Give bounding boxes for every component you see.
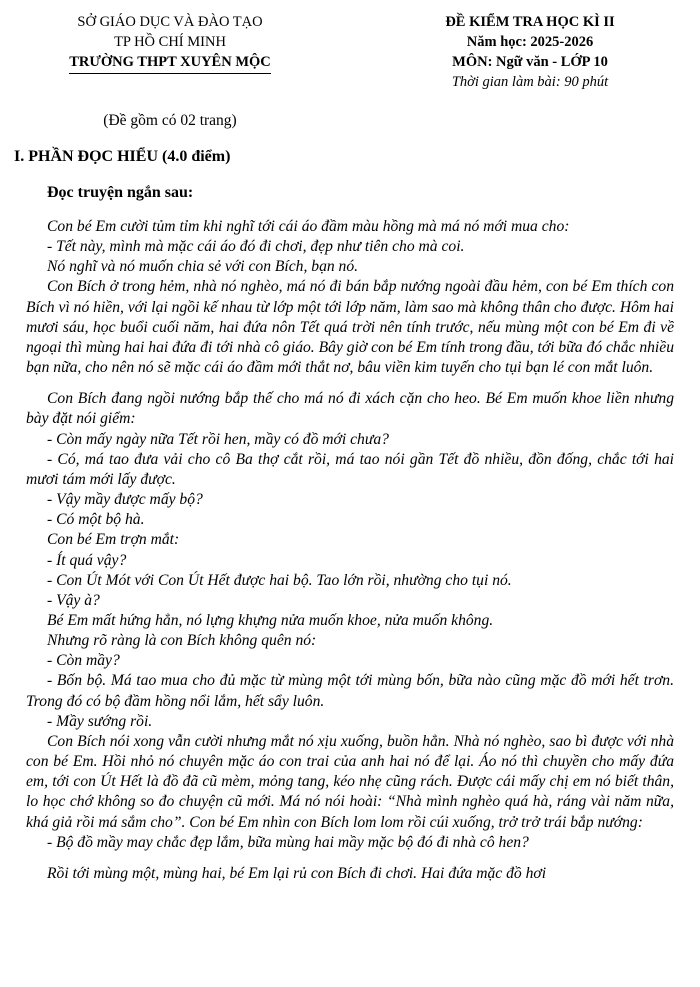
story-paragraph: - Vậy mầy được mấy bộ? bbox=[47, 491, 203, 509]
story-paragraph: Con Bích đang ngồi nướng bắp thế cho má nó đi xách cặn cho heo. Bé Em muốn khoe liền nhưng bày đặt nói giểm: bbox=[26, 390, 674, 428]
subject: MÔN: Ngữ văn - LỚP 10 bbox=[452, 54, 608, 70]
exam-title: ĐỀ KIỂM TRA HỌC KÌ II bbox=[445, 14, 615, 30]
duration: Thời gian làm bài: 90 phút bbox=[451, 74, 609, 90]
reading-prompt: Đọc truyện ngắn sau: bbox=[47, 184, 194, 201]
story-paragraph: - Có, má tao đưa vải cho cô Ba thợ cắt rồi, má tao nói gần Tết đồ nhiều, đồn đống, chắc tới hai mươi tám mới lấy được. bbox=[26, 450, 674, 488]
story-paragraph: - Mầy sướng rồi. bbox=[47, 712, 153, 730]
story-paragraph: - Bộ đồ mầy may chắc đẹp lắm, bữa mùng hai mầy mặc bộ đó đi nhà cô hen? bbox=[47, 833, 529, 851]
page-count-note: (Đề gồm có 02 trang) bbox=[103, 112, 237, 129]
department-line-1: SỞ GIÁO DỤC VÀ ĐÀO TẠO bbox=[77, 14, 263, 30]
story-paragraph: Con bé Em cười tủm tỉm khi nghĩ tới cái áo đầm màu hồng mà má nó mới mua cho: bbox=[47, 218, 570, 235]
header-right bbox=[380, 12, 680, 92]
school-name: TRƯỜNG THPT XUYÊN MỘC bbox=[69, 52, 271, 74]
story-paragraph: - Còn mấy ngày nữa Tết rồi hen, mầy có đồ mới chưa? bbox=[47, 430, 389, 448]
story-paragraph: - Còn mầy? bbox=[47, 652, 120, 670]
story-paragraph: - Con Út Mót với Con Út Hết được hai bộ. Tao lớn rồi, nhường cho tụi nó. bbox=[47, 571, 512, 589]
story-paragraph: - Vậy à? bbox=[47, 591, 100, 609]
story-paragraph: Con Bích nói xong vẫn cười nhưng mắt nó xịu xuống, buồn hẳn. Nhà nó nghèo, sao bì được với nhà con bé Em. Hồi nhỏ nó chuyên mặc áo con trai của anh hai nó để lại. Áo nó thì chuyền cho mấy đứa em, tới con Út Hết là đồ đã cũ mèm, mỏng tang, kéo nhẹ cũng rách. Được cái mấy chị em nó biết thân, lo học chớ không so đo chuyện cũ mới. Má nó nói hoài: “Nhà mình nghèo quá hà, ráng vài năm nữa, khá giả rồi má sắm cho”. Con bé Em nhìn con Bích lom lom rồi cúi xuống, trở trở trái bắp nướng: bbox=[26, 732, 674, 831]
story-paragraph: Rồi tới mùng một, mùng hai, bé Em lại rủ con Bích đi chơi. Hai đứa mặc đồ hơi bbox=[47, 864, 547, 882]
story-paragraph: - Ít quá vậy? bbox=[47, 551, 127, 569]
story-paragraph: Bé Em mất hứng hẳn, nó lựng khựng nửa muốn khoe, nửa muốn không. bbox=[47, 611, 494, 629]
department-line-2: TP HỒ CHÍ MINH bbox=[114, 34, 226, 50]
story-text bbox=[26, 217, 674, 884]
story-paragraph: - Có một bộ hà. bbox=[47, 511, 145, 529]
story-paragraph: - Bốn bộ. Má tao mua cho đủ mặc từ mùng một tới mùng bốn, bữa nào cũng mặc đồ mới hết trơn. Trong đó có bộ đầm hồng nổi lắm, hết sẩy luôn. bbox=[26, 672, 674, 710]
header-left bbox=[20, 12, 320, 74]
story-paragraph: Con Bích ở trong hẻm, nhà nó nghèo, má nó đi bán bắp nướng ngoài đầu hẻm, con bé Em thích con Bích vì nó hiền, với lại ngồi kế nhau từ lớp một tới lớp năm, làm sao mà không thân cho được. Hôm hai mươi sáu, học buổi cuối năm, hai đứa nôn Tết quá trời nên tính trước, nếu mùng một con bé Em đi về ngoại thì mùng hai hai đứa đi tới nhà cô giáo. Bây giờ con bé Em tính trong đầu, tới bữa đó chắc nhiều bạn nữa, cho nên nó sẽ mặc cái áo đầm mới thắt nơ, bâu viền kim tuyến cho tụi bạn lé con mắt luôn. bbox=[26, 278, 674, 377]
section-title: I. PHẦN ĐỌC HIỂU (4.0 điểm) bbox=[14, 148, 231, 165]
story-paragraph: Nó nghĩ và nó muốn chia sẻ với con Bích, bạn nó. bbox=[47, 258, 359, 276]
story-paragraph: - Tết này, mình mà mặc cái áo đó đi chơi, đẹp như tiên cho mà coi. bbox=[47, 238, 465, 256]
story-paragraph: Con bé Em trợn mắt: bbox=[47, 531, 180, 549]
story-paragraph: Nhưng rõ ràng là con Bích không quên nó: bbox=[47, 632, 317, 650]
school-year: Năm học: 2025-2026 bbox=[466, 34, 594, 50]
